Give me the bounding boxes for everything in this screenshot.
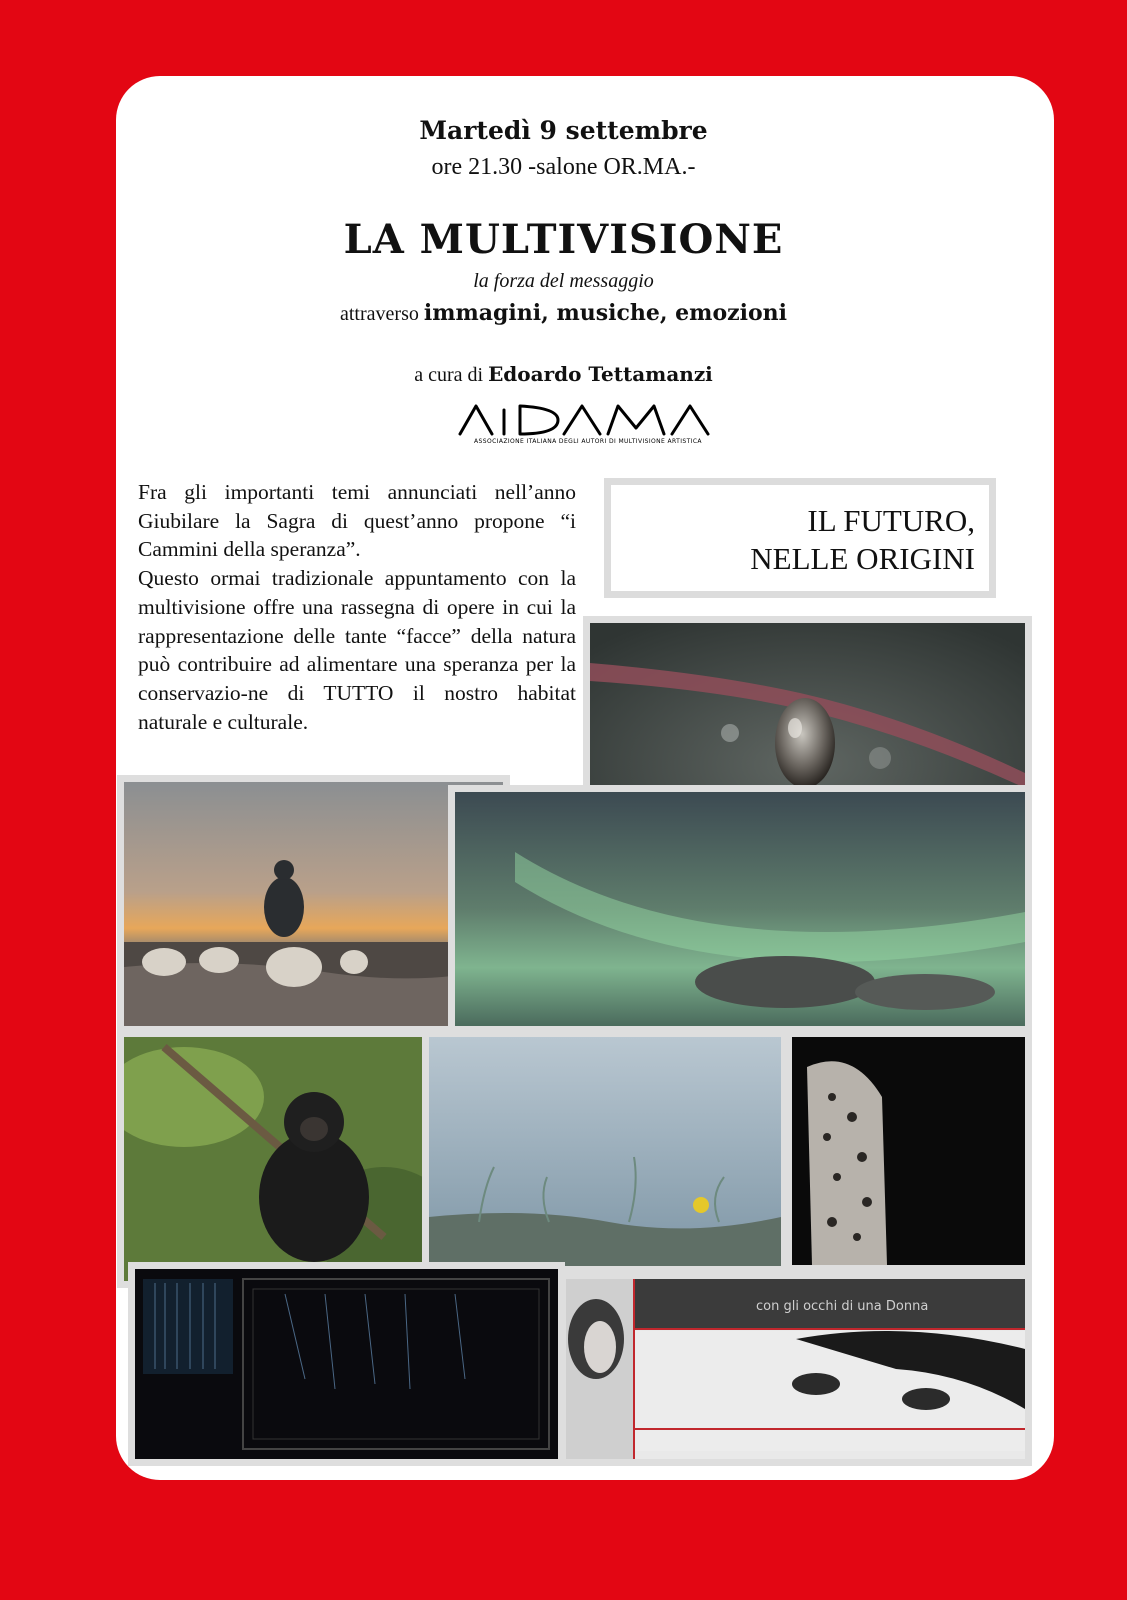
- insect-image: [429, 1037, 781, 1266]
- highlight-box: [604, 478, 996, 598]
- aurora-image: [455, 792, 1025, 1026]
- photo-insect: [422, 1030, 788, 1273]
- event-tagline: [0, 300, 1127, 326]
- tagline-bold: immagini, musiche, emozioni: [423, 300, 787, 326]
- event-date: Martedì 9 settembre: [419, 116, 708, 145]
- event-time-place: ore 21.30 -salone OR.MA.-: [431, 154, 696, 180]
- event-subtitle: la forza del messaggio: [473, 270, 654, 292]
- intro-text: [138, 478, 576, 736]
- aidama-logo: [458, 402, 718, 450]
- abstract-image: [135, 1269, 558, 1459]
- aidama-logo-icon: [458, 402, 718, 438]
- photo-aurora: [448, 785, 1032, 1033]
- leopard-image: [792, 1037, 1025, 1265]
- intro-paragraph-2: Questo ormai tradizionale appuntamento con la multivisione offre una rassegna di opere in cui la rappresentazione delle tante “facce” della natura può contribuire ad alimentare una speranza per la conservazio-ne di TUTTO il nostro habitat naturale e culturale.: [138, 566, 576, 734]
- horses-image: [124, 782, 503, 1026]
- photo-gorilla: [117, 1030, 429, 1288]
- aidama-tagline: ASSOCIAZIONE ITALIANA DEGLI AUTORI DI MULTIVISIONE ARTISTICA: [474, 438, 702, 445]
- curator-name: Edoardo Tettamanzi: [488, 362, 713, 386]
- highlight-line-2: NELLE ORIGINI: [750, 541, 975, 576]
- woman-caption: con gli occhi di una Donna: [756, 1299, 929, 1314]
- event-title: LA MULTIVISIONE: [343, 216, 784, 263]
- highlight-line-1: IL FUTURO,: [807, 503, 975, 538]
- intro-paragraph-1: Fra gli importanti temi annunciati nell’anno Giubilare la Sagra di quest’anno propone “i Cammini della speranza”.: [138, 480, 576, 562]
- photo-leopard: [785, 1030, 1032, 1272]
- tagline-prefix: attraverso: [340, 303, 424, 325]
- curator-prefix: a cura di: [414, 364, 489, 386]
- photo-woman-eyes: [559, 1272, 1032, 1466]
- gorilla-image: [124, 1037, 422, 1281]
- photo-abstract: [128, 1262, 565, 1466]
- event-curator: [0, 362, 1127, 387]
